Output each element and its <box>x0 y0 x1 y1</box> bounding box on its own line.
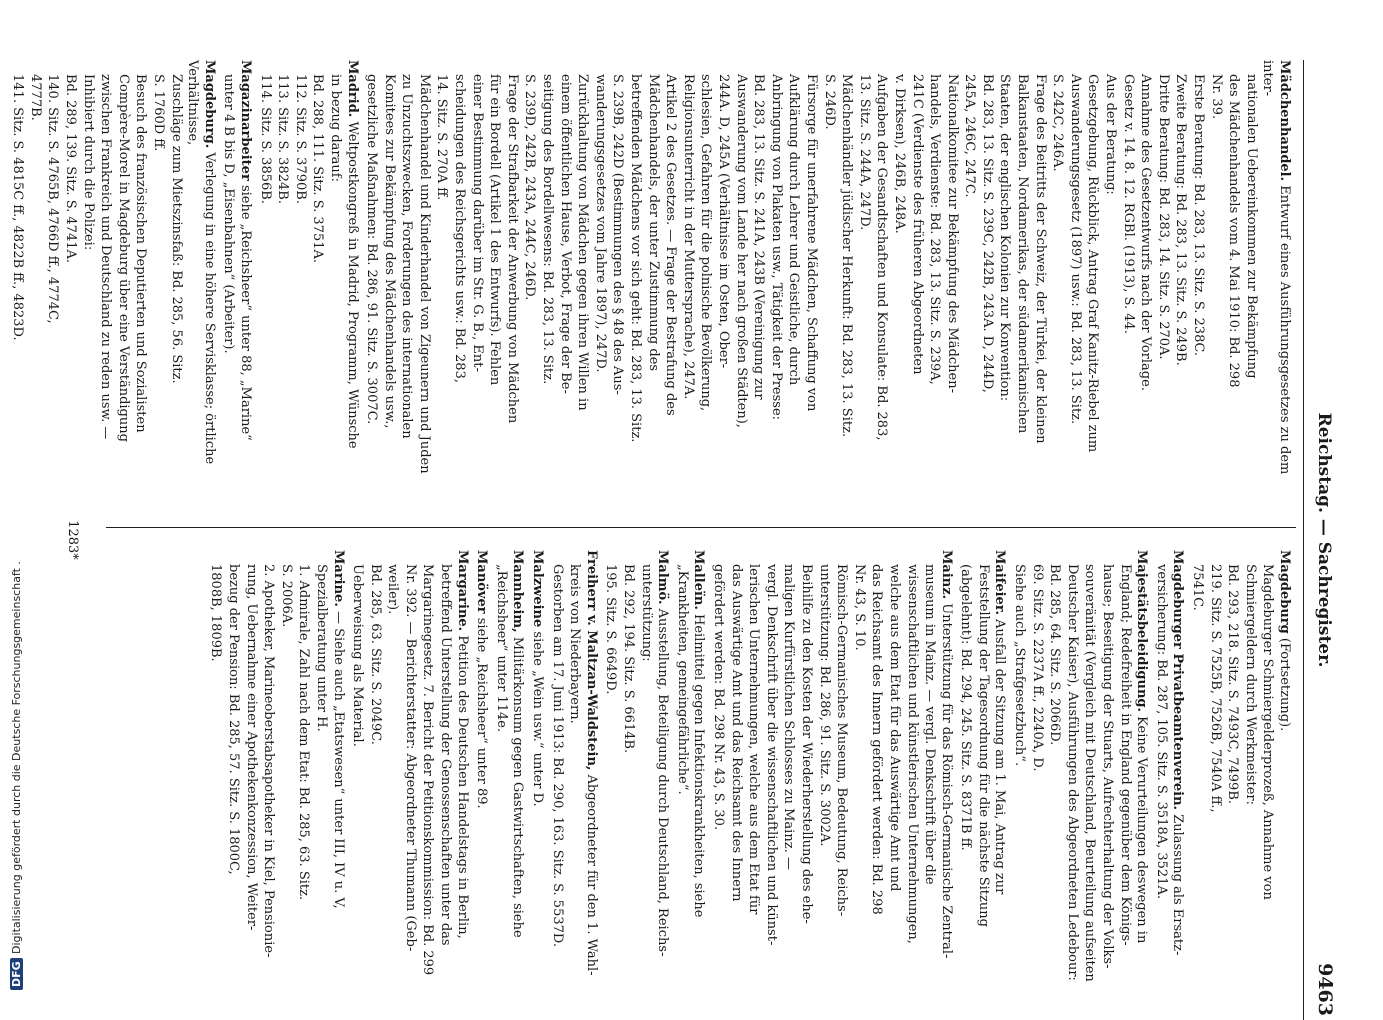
entry-line: des Mädchenhandels vom 4. Mai 1910: Bd. 298 <box>1226 74 1242 388</box>
entry-line: Erste Beratung: Bd. 283, 13. Sitz. S. 238C. <box>1191 74 1207 357</box>
running-head <box>1304 60 1340 1020</box>
entry-line: (abgelehnt): Bd. 294, 245. Sitz. S. 8371B ff. <box>958 564 974 851</box>
entry-headword: Manöver <box>474 550 490 614</box>
entry-line: Feststellung der Tagesordnung für die nächste Sitzung <box>975 564 991 927</box>
entry-headword: Malzweine <box>530 550 546 628</box>
column-divider <box>106 527 1296 528</box>
entry-line: 241C (Verdienste des früheren Abgeordneten <box>909 74 925 375</box>
entry-line: Annahme des Gesetzentwurfs nach der Vorlage. <box>1138 74 1154 391</box>
entry-line: 112. Sitz. S. 3790B. <box>292 74 308 204</box>
entry-line: Siehe auch „Strafgesetzbuch“. <box>1012 564 1028 767</box>
entry-line: für ein Bordell (Artikel 1 des Entwurfs). Fehlen <box>487 74 503 386</box>
entry-line: Nr. 39. <box>1208 74 1224 120</box>
entry-line: 244A. D, 245A (Verhältnisse im Osten, Ober- <box>716 74 731 369</box>
entry-line: weiler). <box>385 564 401 615</box>
entry-line: Bd. 285, 63. Sitz. S. 2049C. <box>367 564 383 745</box>
entry-headword: Mannheim, <box>510 550 526 633</box>
entry-line: einem öffentlichen Hause, Verbot, Frage der Be- <box>557 74 573 394</box>
entry-line: 1. Admirale, Zahl nach dem Etat: Bd. 285, 63. Sitz. <box>296 564 312 901</box>
entry-headword: Malleïn. <box>691 550 707 610</box>
entry-line: wissenschaftlichen und künstlerischen Unternehmungen, <box>904 564 920 944</box>
entry-line: betreffend Unterstellung der Genossenschaften unter das <box>438 564 454 946</box>
entry-line: Margarinegesetz. 7. Bericht der Petitionskommission: Bd. 299 <box>420 564 436 976</box>
register-entry <box>1188 550 1292 995</box>
entry-line: zwischen Frankreich und Deutschland zu reden usw. — <box>98 74 114 440</box>
entry-line: museum in Mainz. — vergl. Denkschrift über die <box>922 564 938 885</box>
entry-line: Aus der Beratung: <box>1103 74 1119 195</box>
entry-line: Bd. 283, 13. Sitz. S. 239C, 242B, 243A. D, 244D, <box>979 74 995 393</box>
register-entry <box>673 550 706 995</box>
entry-line: S. 1760D ff. <box>151 74 166 152</box>
entry-line: kreis von Niederbayern. <box>567 564 583 724</box>
entry-line: siehe „Reichsheer“ unter 88, „Marine“ <box>237 184 253 441</box>
entry-line: Ueberweisung als Material. <box>350 564 366 747</box>
entry-headword: Malmö. <box>655 550 671 605</box>
right-column <box>112 550 1292 995</box>
register-entry <box>473 550 490 995</box>
entry-line: 13. Sitz. S. 244A, 247D. <box>856 74 872 231</box>
page-number: 9463 <box>1314 963 1336 1016</box>
register-entry <box>528 550 545 995</box>
entry-line: unterstützung: Bd. 286, 91. Sitz. S. 3002A. <box>816 564 832 847</box>
register-entry <box>1011 550 1150 995</box>
entry-line: bezug der Pension: Bd. 285, 57. Sitz. S. 1800C, <box>225 564 241 875</box>
entry-line: Aufklärung durch Lehrer und Geistliche, durch <box>786 74 802 386</box>
entry-line: Weltpostkongreß in Madrid, Programm, Wünsche <box>344 121 360 449</box>
entry-line: Bd. 292, 194. Sitz. S. 6614B. <box>621 564 637 754</box>
entry-line: Bd. 285, 64. Sitz. S. 2066D. <box>1047 564 1063 746</box>
entry-line: S. 239D, 242B, 243A, 244C, 246D. <box>522 74 538 301</box>
entry-line: nationalen Uebereinkommen zur Bekämpfung <box>1243 74 1259 379</box>
entry-line: Auswanderung vom Lande her nach großen Städten), <box>733 74 749 428</box>
entry-line: scheidungen des Reichsgerichts usw.: Bd. 283, <box>452 74 468 383</box>
entry-line: 245A, 246C, 247C. <box>962 74 978 198</box>
entry-line: Komitees zur Bekämpfung des Mädchenhandels usw., <box>381 74 397 429</box>
entry-line: S. 239B, 242D (Bestimmungen des § 48 des Aus- <box>610 74 626 395</box>
entry-line: S. 242C, 246A. <box>1050 74 1066 172</box>
register-entry <box>9 60 217 505</box>
entry-line: Nr. 43, S. 10. <box>851 564 867 651</box>
entry-line: 4777B. <box>27 74 43 121</box>
entry-line: zu Unzuchtszwecken, Forderungen des internationalen <box>399 74 415 439</box>
register-entry <box>602 550 670 995</box>
entry-line: Magdeburger Schmiergelderprozeß, Annahme von <box>1260 564 1276 900</box>
entry-line: seitigung des Bordellwesens: Bd. 283, 13. Sitz. <box>540 74 556 385</box>
entry-line: Petition des Deutschen Handelstags in Berlin, <box>454 635 470 939</box>
entry-headword: Margarine. <box>454 550 470 632</box>
entry-line: „Reichsheer“ unter 114e. <box>493 564 509 733</box>
entry-headword: Marine. <box>330 550 346 607</box>
entry-line: Anbringung von Plakaten usw., Tätigkeit der Presse: <box>768 74 784 421</box>
entry-line: Gesetz v. 14. 8. 12. RGBl. (1913), S. 44. <box>1120 74 1136 334</box>
entry-line: Ausstellung, Beteiligung durch Deutschland, Reichs- <box>655 608 671 957</box>
running-head-title: Reichstag. — Sachregister. <box>1314 412 1334 668</box>
entry-line: 14. Sitz. S. 270A ff. <box>434 74 450 201</box>
entry-line: Ausfall der Sitzung am 1. Mai, Antrag zur <box>992 619 1008 895</box>
register-entry <box>492 550 525 995</box>
entry-line: Frage des Beitritts der Schweiz, der Türkei, der kleinen <box>1032 74 1048 444</box>
entry-line: England; Redefreiheit in England gegenüber dem Königs- <box>1117 564 1133 946</box>
entry-line: Bd. 283, 13. Sitz. S. 241A, 243B (Vereinigung zur <box>751 74 767 400</box>
entry-line: Heilmittel gegen Infektionskrankheiten, siehe <box>691 614 707 918</box>
entry-line: Deutscher Kaiser), Ausführungen des Abgeordneten Ledebour: <box>1064 564 1080 981</box>
entry-line: souveränität (Vergleich mit Deutschland, Beurteilung aufseiten <box>1082 564 1098 982</box>
entry-line: Nationalkomitee zur Bekämpfung des Mädchen- <box>944 74 960 393</box>
entry-line: Zurückhaltung von Mädchen gegen ihren Willen in <box>575 74 591 411</box>
entry-line: Mädchenhändler jüdischer Herkunft: Bd. 283, 13. Sitz. <box>839 74 855 438</box>
entry-headword: Magdeburger Privatbeamtenverein. <box>1170 550 1186 811</box>
register-entry <box>1152 550 1185 995</box>
entry-line: welche aus dem Etat für das Auswärtige Amt und <box>886 564 902 892</box>
register-entry <box>709 550 953 995</box>
entry-headword: Majestätsbeleidigung. <box>1134 550 1150 713</box>
entry-line: Mädchenhandel und Kinderhandel von Zigeunern und Juden <box>416 74 432 474</box>
entry-headword: Magazinarbeiter <box>237 60 253 181</box>
header-rule <box>1303 60 1304 1020</box>
entry-line: Bd. 288, 111. Sitz. S. 3751A. <box>310 74 326 264</box>
entry-line: Inhibiert durch die Polizei: <box>80 74 96 251</box>
entry-line: handels, Verdienste: Bd. 283, 13. Sitz. S. 239A, <box>927 74 943 385</box>
entry-headword: Mainz. <box>938 550 954 600</box>
entry-line: Bd. 289, 139. Sitz. S. 4741A. <box>63 74 79 264</box>
entry-line: Fürsorge für unerfahrene Mädchen, Schaffung von <box>803 74 819 412</box>
register-entry <box>220 60 253 505</box>
entry-line: versicherung: Bd. 287, 105. Sitz. S. 3518A, 3521A. <box>1153 564 1169 899</box>
entry-line: Entwurf eines Ausführungsgesetzes zu dem inter- <box>1260 60 1292 475</box>
register-entry <box>207 550 346 995</box>
entry-line: betreffenden Mädchens vor sich geht: Bd. 283, 13. Sitz. <box>628 74 644 443</box>
entry-line: 141. Sitz. S. 4815C ff., 4822B ff., 4823D. <box>10 74 26 341</box>
entry-line: (Fortsetzung). <box>1277 637 1292 732</box>
entry-line: Religionsunterricht in der Muttersprache), 247A. <box>680 74 696 400</box>
entry-line: rung, Uebernahme einer Apothekenkonzession, Weiter- <box>243 564 259 931</box>
register-entry <box>957 550 1008 995</box>
entry-line: maligen Kurfürstlichen Schlosses zu Mainz. — <box>781 564 797 870</box>
entry-headword: Magdeburg. <box>201 60 217 149</box>
entry-line: Militärkonsum gegen Gastwirtschaften, siehe <box>510 636 526 938</box>
entry-headword: Madrid. <box>344 60 360 118</box>
entry-line: 140. Sitz. S. 4765B, 4766D ff., 4774C, <box>45 74 61 324</box>
entry-line: Dritte Beratung: Bd. 283, 14. Sitz. S. 270A. <box>1155 74 1171 360</box>
entry-line: 114. Sitz. S. 3856B. <box>257 74 273 204</box>
entry-line: Schmiergeldern durch Werkmeister: <box>1242 564 1258 806</box>
entry-line: Römisch-Germanisches Museum, Bedeutung, Reichs- <box>834 564 850 917</box>
entry-line: gesetzliche Maßnahmen: Bd. 286, 91. Sitz. S. 3007C. <box>364 74 380 425</box>
entry-headword: Magdeburg <box>1277 550 1292 634</box>
entry-line: 1808B, 1809B. <box>208 564 224 662</box>
entry-line: Beihilfe zu den Kosten der Wiederherstellung des ehe- <box>798 564 814 924</box>
register-entry <box>363 60 1292 505</box>
entry-line: Aufgaben der Gesandtschaften und Konsulate: Bd. 283, <box>874 74 890 441</box>
dfg-logo: DFG <box>10 958 23 990</box>
entry-line: Zulassung als Ersatz- <box>1170 814 1186 956</box>
entry-line: Staaten, der englischen Kolonien zur Konvention: <box>997 74 1013 402</box>
entry-line: Verlegung in eine höhere Servisklasse; örtliche Verhältnisse, <box>185 60 217 465</box>
entry-line: wanderungsgesetzes vom Jahre 1897), 247D. <box>592 74 608 373</box>
entry-line: v. Dirksen), 246B, 248A. <box>891 74 907 234</box>
entry-line: Compère-Morel in Magdeburg über eine Verständigung <box>115 74 131 442</box>
entry-line: Gesetzgebung, Rückblick, Antrag Graf Kanitz-Riebel zum <box>1085 74 1101 453</box>
entry-line: S. 2006A. <box>278 564 294 628</box>
entry-line: lerischen Unternehmungen, welche aus dem Etat für <box>746 564 762 915</box>
entry-line: einer Bestimmung darüber im Str. G. B., Ent- <box>469 74 485 372</box>
register-entry <box>349 550 470 995</box>
entry-line: S. 246D. <box>821 74 837 130</box>
entry-line: das Auswärtige Amt und das Reichsamt des Innern <box>728 564 744 902</box>
entry-line: siehe „Wein usw.“ unter D. <box>530 631 546 807</box>
entry-line: in bezug darauf: <box>327 74 343 182</box>
entry-line: siehe „Reichsheer“ unter 89. <box>474 617 490 809</box>
entry-headword: Maifeier. <box>992 550 1008 616</box>
entry-line: Besuch des französischen Deputierten und Sozialisten <box>133 74 149 433</box>
entry-line: das Reichsamt des Innern gefördert werden: Bd. 298 <box>869 564 885 915</box>
register-entry <box>548 550 599 995</box>
left-column <box>10 60 1292 505</box>
entry-line: unter 4 B bis D, „Eisenbahnen“ (Arbeiter). <box>221 74 237 354</box>
entry-line: Unterstützung für das Römisch-Germanische Zentral- <box>938 603 954 959</box>
entry-line: „Krankheiten, gemeingefährliche“. <box>674 564 690 795</box>
entry-line: Keine Verurteilungen deswegen in <box>1134 716 1150 944</box>
entry-line: gefördert werden: Bd. 298 Nr. 43, S. 30. <box>711 564 726 831</box>
entry-line: Frage der Strafbarkeit der Anwerbung von Mädchen <box>504 74 520 424</box>
entry-headword: Mädchenhandel. <box>1277 60 1292 182</box>
entry-line: Abgeordneter für den 1. Wahl- <box>583 774 599 976</box>
folio: 1283* <box>65 520 80 560</box>
entry-line: Gestorben am 17. Juni 1913: Bd. 290, 163. Sitz. S. 5537D. <box>549 564 565 947</box>
entry-line: Zuschläge zum Mietszinsfaß: Bd. 285, 56. Sitz. <box>168 74 184 384</box>
entry-line: Spezialberatung unter H. <box>313 564 329 732</box>
entry-headword: Freiherr v. Maltzan-Waldstein, <box>583 550 599 771</box>
entry-line: Bd. 293, 218. Sitz. S. 7493C, 7499B. <box>1225 564 1241 805</box>
entry-line: 195. Sitz. S. 6649D. <box>603 564 619 695</box>
credit-text: Digitalisierung gefördert durch die Deutsche Forschungsgemeinschaft . <box>10 561 23 954</box>
entry-line: 219. Sitz. S. 7525B, 7526B, 7540A ff., <box>1207 564 1223 813</box>
entry-line: vergl. Denkschrift über die wissenschaftlichen und künst- <box>763 564 779 946</box>
entry-line: 2. Apotheker, Marineoberstabsapotheker in Kiel, Pensionie- <box>261 564 277 958</box>
entry-line: schlesien, Gefahren für die polnische Bevölkerung, <box>698 74 714 412</box>
entry-line: — Siehe auch „Etatswesen“ unter III, IV u. V, <box>330 611 346 909</box>
entry-line: Nr. 392. — Berichterstatter: Abgeordneter Thumann (Geb- <box>402 564 418 952</box>
entry-line: Auswanderungsgesetz (1897) usw.: Bd. 283, 13. Sitz. <box>1067 74 1083 425</box>
entry-line: unterstützung: <box>638 564 654 662</box>
entry-line: 69. Sitz. S. 2237A ff., 2240A, D. <box>1029 564 1045 772</box>
entry-line: Artikel 2 des Gesetzes. — Frage der Bestrafung des <box>663 74 679 416</box>
entry-line: Mädchenhandels, der unter Zustimmung des <box>645 74 661 372</box>
entry-line: 7541C. <box>1190 564 1206 611</box>
entry-line: hause; Beseitigung der Stuarts, Aufrechterhaltung der Volks- <box>1100 564 1116 969</box>
register-entry <box>256 60 360 505</box>
entry-line: Balkanstaaten, Nordamerikas, der südamerikanischen <box>1015 74 1031 434</box>
entry-line: 113. Sitz. S. 3824B. <box>275 74 291 204</box>
entry-line: Zweite Beratung: Bd. 283, 13. Sitz. S. 249B. <box>1173 74 1189 366</box>
